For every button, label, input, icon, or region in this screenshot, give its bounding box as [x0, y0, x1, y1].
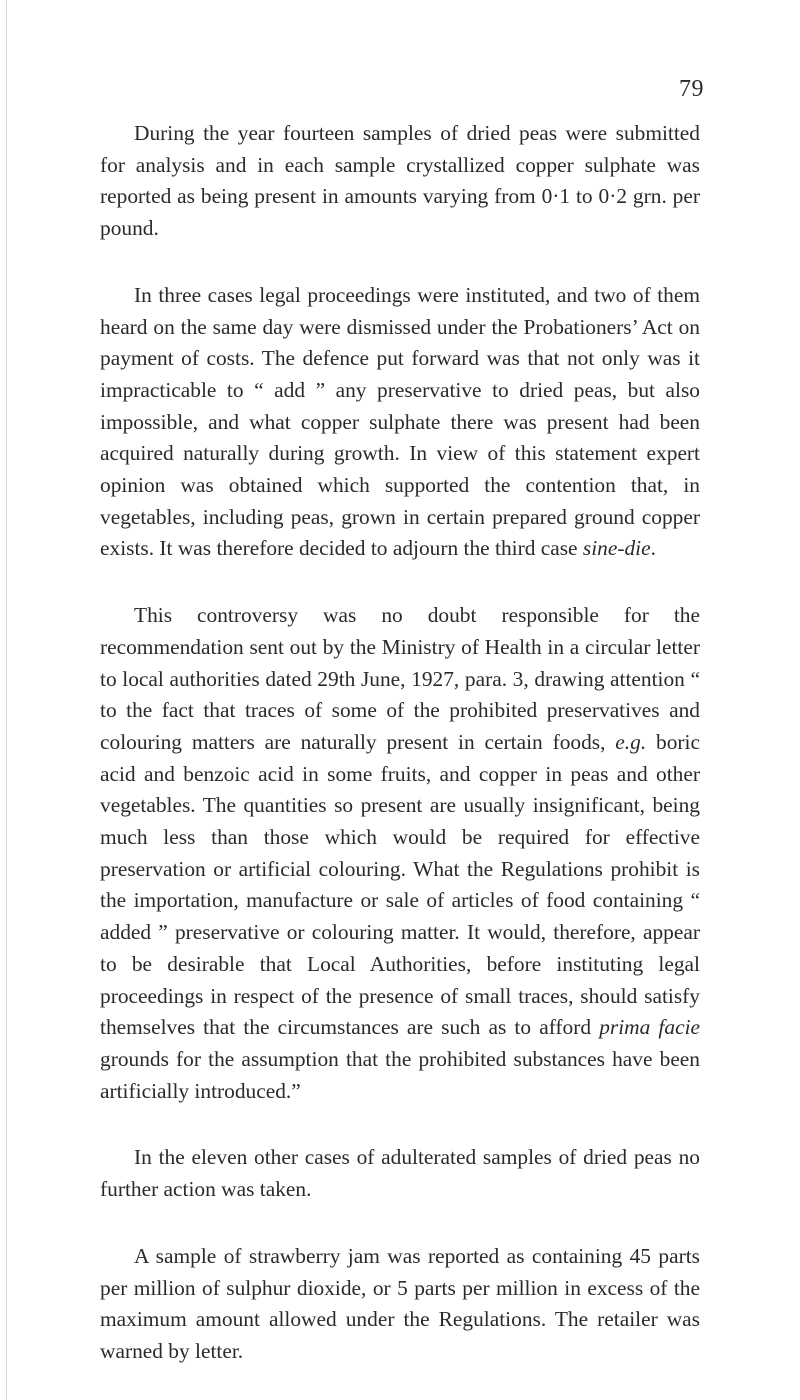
paragraph-text-middle: boric acid and benzoic acid in some fruits, and copper in peas and other vegetables. The quantities so present are usually insignificant, being much less than those which would be required for effective preservation or artificial colouring. What the Regulations prohibit is the importation, manufacture or sale of articles of food containing “ added ” preservative or colouring matter. It would, therefore, appear to be desirable that Local Authorities, before instituting legal proceedings in respect of the presence of small traces, should satisfy themselves that the circumstances are such as to afford: [100, 729, 700, 1040]
paragraph-strawberry-jam: [100, 1241, 700, 1368]
paragraph-ministry-recommendation: [100, 600, 700, 1107]
paragraph-text-end: .: [650, 536, 656, 561]
italic-term-eg: e.g.: [615, 729, 647, 754]
paragraph-legal-proceedings: [100, 280, 700, 565]
italic-term-sine-die: sine-die: [582, 536, 651, 561]
paragraph-text: This controversy was no doubt responsible for the recommendation sent out by the Ministry of Health in a circular letter to local authorities dated 29th June, 1927, para. 3, drawing attention “ to the fact that traces of some of the prohibited preservatives and colouring matters are naturally present in certain foods,: [100, 603, 700, 754]
paragraph-text-end: grounds for the assumption that the prohibited substances have been artificially introduced.”: [100, 1046, 700, 1103]
page-number: 79: [679, 76, 704, 102]
paragraph-text: In three cases legal proceedings were instituted, and two of them heard on the same day were dismissed under the Probationers’ Act on payment of costs. The defence put forward was that not only was it impracticable to “ add ” any preservative to dried peas, but also impossible, and what copper sulphate there was present had been acquired naturally during growth. In view of this statement expert opinion was obtained which supported the contention that, in vegetables, including peas, grown in certain prepared ground copper exists. It was therefore decided to adjourn the third case: [100, 282, 700, 561]
paragraph-other-cases: [100, 1142, 700, 1205]
paragraph-dried-peas-samples: [100, 118, 700, 245]
page-gutter-line: [6, 0, 7, 1400]
paragraph-text: During the year fourteen samples of dried peas were submitted for analysis and in each sample crystallized copper sulphate was reported as being present in amounts varying from 0·1 to 0·2 grn. per pound.: [100, 121, 700, 241]
paragraph-text: A sample of strawberry jam was reported as containing 45 parts per million of sulphur dioxide, or 5 parts per million in excess of the maximum amount allowed under the Regulations. The retailer was warned by letter.: [100, 1243, 700, 1363]
paragraph-text: In the eleven other cases of adulterated samples of dried peas no further action was taken.: [100, 1145, 700, 1202]
body-text: [100, 118, 700, 1368]
italic-term-prima-facie: prima facie: [599, 1015, 701, 1040]
